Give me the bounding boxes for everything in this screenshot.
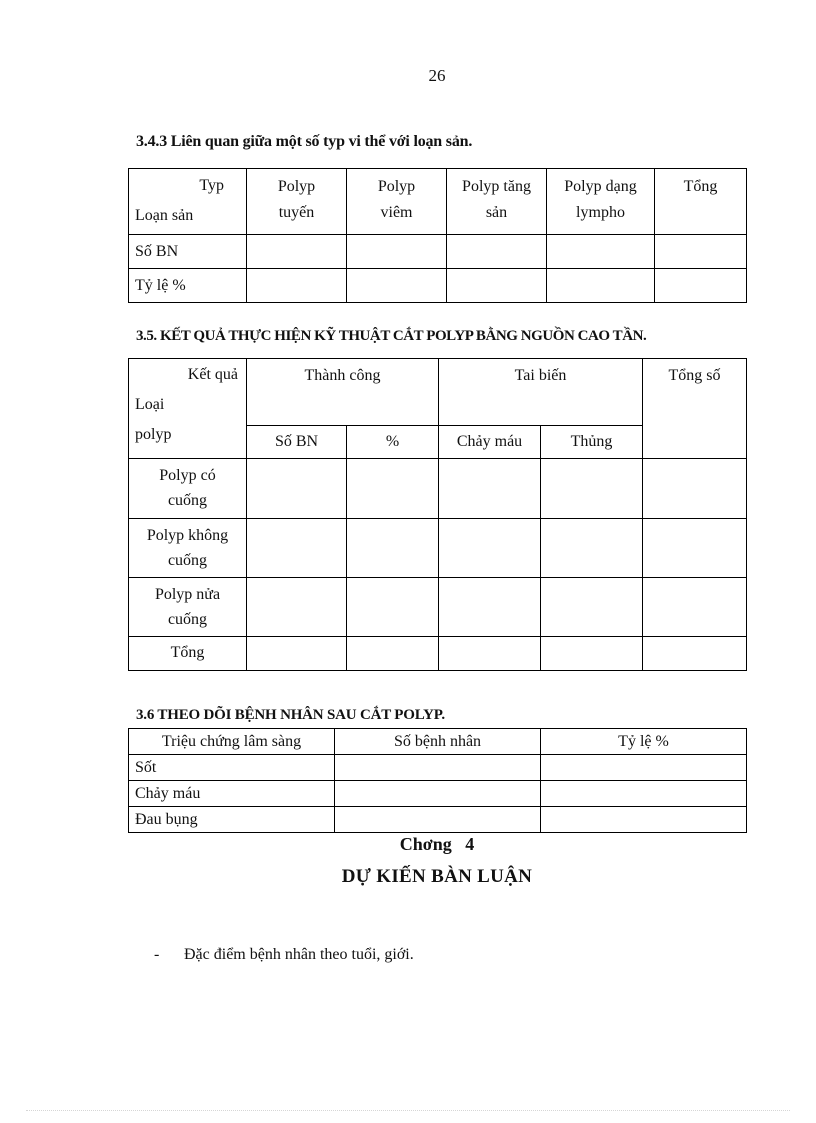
- column-header: Tổng: [655, 169, 747, 235]
- table-cell: [335, 781, 541, 807]
- table-cell: [335, 755, 541, 781]
- table-cell: [247, 519, 347, 578]
- table-cell: [643, 637, 747, 671]
- row-label: Polyp có cuống: [129, 459, 247, 519]
- row-label: Chảy máu: [129, 781, 335, 807]
- table-cell: [347, 269, 447, 303]
- table-cell: [447, 269, 547, 303]
- row-label: Sốt: [129, 755, 335, 781]
- table-cell: [541, 519, 643, 578]
- table-cell: [547, 235, 655, 269]
- table-polypectomy-results: [128, 358, 747, 671]
- chapter-label: [0, 834, 816, 855]
- row-label: Số BN: [129, 235, 247, 269]
- table-cell: [655, 269, 747, 303]
- table-cell: [655, 235, 747, 269]
- table-cell: [541, 755, 747, 781]
- corner-cell: [129, 169, 247, 235]
- section-heading-3-6: 3.6 THEO DÕI BỆNH NHÂN SAU CẮT POLYP.: [136, 707, 445, 723]
- column-header: Triệu chứng lâm sàng: [129, 729, 335, 755]
- section-heading-3-4-3: 3.4.3 Liên quan giữa một số typ vi thể với loạn sản.: [136, 133, 473, 150]
- bullet-marker: -: [154, 946, 160, 963]
- table-cell: [439, 459, 541, 519]
- table-cell: [247, 578, 347, 637]
- table-cell: [247, 459, 347, 519]
- footer-divider: [26, 1110, 790, 1111]
- corner-cell: [129, 359, 247, 459]
- corner-top-label: Typ: [199, 177, 224, 194]
- table-row: [129, 781, 747, 807]
- column-header: Tỷ lệ %: [541, 729, 747, 755]
- list-item: [154, 946, 414, 964]
- table-cell: [447, 235, 547, 269]
- table-cell: [347, 235, 447, 269]
- table-cell: [643, 578, 747, 637]
- column-header: Polyp viêm: [347, 169, 447, 235]
- subheader-perforation: Thủng: [541, 426, 643, 459]
- row-label: Polyp nửa cuống: [129, 578, 247, 637]
- subheader-bleeding: Chảy máu: [439, 426, 541, 459]
- section-heading-3-5: 3.5. KẾT QUẢ THỰC HIỆN KỸ THUẬT CẮT POLYP BẰNG NGUỒN CAO TẦN.: [136, 328, 647, 344]
- table-cell: [247, 637, 347, 671]
- column-header: Số bệnh nhân: [335, 729, 541, 755]
- table-row: [129, 269, 747, 303]
- table-row: [129, 519, 747, 578]
- table-cell: [347, 519, 439, 578]
- table-cell: [347, 459, 439, 519]
- row-label: Đau bụng: [129, 807, 335, 833]
- table-row: [129, 807, 747, 833]
- table-cell: [541, 807, 747, 833]
- subheader-percent: %: [347, 426, 439, 459]
- corner-bottom-label: polyp: [135, 425, 172, 443]
- table-cell: [643, 519, 747, 578]
- table-row: [129, 578, 747, 637]
- table-cell: [439, 519, 541, 578]
- table-cell: [347, 578, 439, 637]
- table-cell: [541, 781, 747, 807]
- table-cell: [247, 235, 347, 269]
- column-header: Polyp dạng lympho: [547, 169, 655, 235]
- table-cell: [347, 637, 439, 671]
- corner-top-label: Kết quả: [187, 366, 238, 383]
- column-header: Polyp tăng sản: [447, 169, 547, 235]
- table-cell: [541, 459, 643, 519]
- table-cell: [439, 637, 541, 671]
- table-row: [129, 235, 747, 269]
- table-cell: [335, 807, 541, 833]
- table-typ-vs-dysplasia: [128, 168, 747, 303]
- bullet-text: Đặc điểm bệnh nhân theo tuổi, giới.: [184, 946, 414, 963]
- row-label: Polyp không cuống: [129, 519, 247, 578]
- subheader-count: Số BN: [247, 426, 347, 459]
- chapter-label-text: Chơng 4: [399, 834, 475, 854]
- corner-bottom-label: Loạn sản: [135, 206, 194, 224]
- table-row: [129, 755, 747, 781]
- table-cell: [547, 269, 655, 303]
- row-label: Tổng: [129, 637, 247, 671]
- table-cell: [439, 578, 541, 637]
- table-cell: [643, 459, 747, 519]
- table-row: [129, 637, 747, 671]
- group-header-success: Thành công: [247, 359, 439, 426]
- chapter-title: DỰ KIẾN BÀN LUẬN: [341, 866, 533, 887]
- row-label: Tỷ lệ %: [129, 269, 247, 303]
- table-row: [129, 459, 747, 519]
- table-cell: [247, 269, 347, 303]
- table-post-polypectomy-followup: [128, 728, 747, 833]
- page-number: 26: [428, 66, 446, 85]
- table-cell: [541, 637, 643, 671]
- table-cell: [541, 578, 643, 637]
- column-header-total: Tổng số: [643, 359, 747, 459]
- group-header-complication: Tai biến: [439, 359, 643, 426]
- column-header: Polyp tuyến: [247, 169, 347, 235]
- corner-mid-label: Loại: [135, 395, 165, 413]
